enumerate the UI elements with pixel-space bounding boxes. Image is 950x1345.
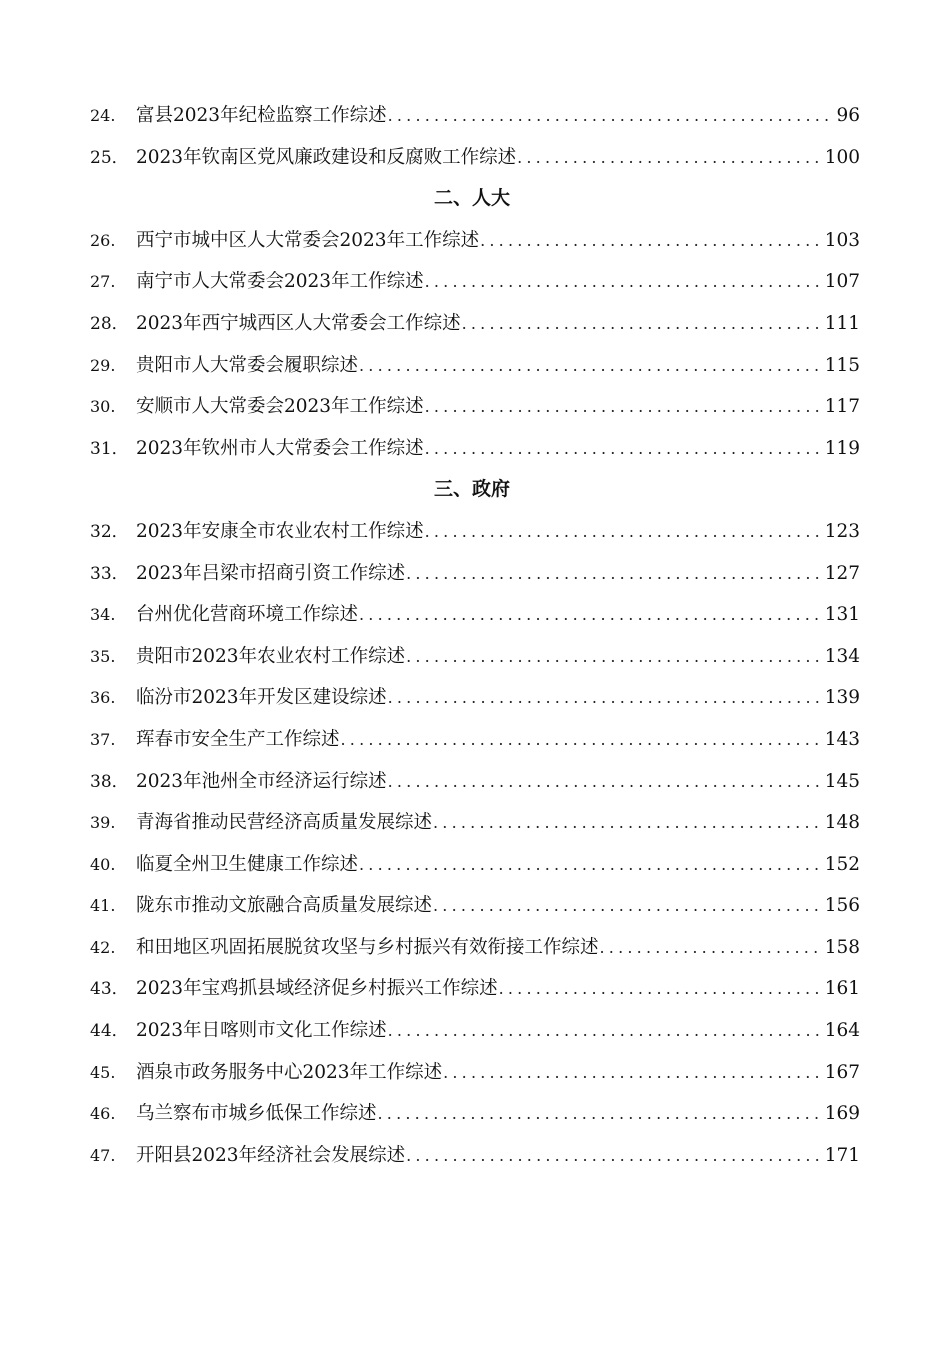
dot-leader xyxy=(424,386,823,428)
toc-entry-34[interactable] xyxy=(90,594,860,636)
entry-number: 41. xyxy=(90,896,116,916)
toc-entry-36[interactable] xyxy=(90,677,860,719)
toc-entry-33[interactable] xyxy=(90,553,860,595)
entry-number: 29. xyxy=(90,355,116,375)
toc-entry-37[interactable] xyxy=(90,719,860,761)
dot-leader xyxy=(405,553,823,595)
toc-entry-46[interactable] xyxy=(90,1093,860,1135)
dot-leader xyxy=(498,968,823,1010)
entry-number: 26. xyxy=(90,230,116,250)
entry-page-number: 156 xyxy=(824,895,860,917)
entry-number: 28． xyxy=(90,313,129,334)
toc-entry-42[interactable] xyxy=(90,927,860,969)
toc-entry-28[interactable] xyxy=(90,303,860,345)
entry-number: 42. xyxy=(90,937,116,957)
entry-page-number: 148 xyxy=(824,812,860,834)
dot-leader xyxy=(424,511,823,553)
entry-title: 富县2023年纪检监察工作综述 xyxy=(136,105,387,126)
entry-number: 45. xyxy=(90,1062,116,1082)
dot-leader xyxy=(424,261,823,303)
entry-title: 台州优化营商环境工作综述 xyxy=(136,604,359,626)
entry-page-number: 164 xyxy=(824,1020,860,1042)
dot-leader xyxy=(358,844,823,886)
entry-title: 和田地区巩固拓展脱贫攻坚与乡村振兴有效衔接工作综述 xyxy=(136,936,599,958)
section-heading-renda: 二、人大 xyxy=(433,187,510,210)
entry-page-number: 115 xyxy=(824,354,860,376)
entry-page-number: 169 xyxy=(824,1103,860,1125)
entry-title: 安顺市人大常委会2023年工作综述 xyxy=(136,396,424,418)
entry-number: 39. xyxy=(90,813,116,833)
entry-page-number: 171 xyxy=(824,1144,860,1166)
entry-title: 西宁市城中区人大常委会2023年工作综述 xyxy=(136,229,480,251)
toc-entry-24[interactable] xyxy=(90,95,860,137)
entry-title: 贵阳市人大常委会履职综述 xyxy=(136,354,359,376)
entry-page-number: 107 xyxy=(824,271,860,293)
entry-title: 2023年池州全市经济运行综述 xyxy=(136,770,387,792)
dot-leader xyxy=(405,636,823,678)
dot-leader xyxy=(432,802,823,844)
dot-leader xyxy=(358,345,823,387)
entry-page-number: 134 xyxy=(824,645,860,667)
toc-entry-35[interactable] xyxy=(90,636,860,678)
entry-title: 青海省推动民营经济高质量发展综述 xyxy=(136,812,433,834)
entry-page-number: 139 xyxy=(824,687,860,709)
entry-number: 38． xyxy=(90,771,129,792)
entry-title: 开阳县2023年经济社会发展综述 xyxy=(136,1144,406,1166)
dot-leader xyxy=(377,1093,823,1135)
entry-number: 33． xyxy=(90,563,129,584)
entry-number: 43． xyxy=(90,979,129,1000)
entry-number: 37. xyxy=(90,729,116,749)
dot-leader xyxy=(479,220,823,262)
toc-entry-29[interactable] xyxy=(90,345,860,387)
dot-leader xyxy=(387,761,823,803)
toc-entry-43[interactable] xyxy=(90,968,860,1010)
toc-entry-47[interactable] xyxy=(90,1135,860,1177)
dot-leader xyxy=(405,1135,823,1177)
dot-leader xyxy=(387,677,823,719)
entry-page-number: 158 xyxy=(824,936,860,958)
entry-page-number: 167 xyxy=(824,1061,860,1083)
toc-entry-38[interactable] xyxy=(90,761,860,803)
entry-title: 南宁市人大常委会2023年工作综述 xyxy=(136,271,424,293)
entry-title: 珲春市安全生产工作综述 xyxy=(136,728,340,750)
entry-page-number: 117 xyxy=(824,396,860,418)
entry-title: 2023年吕梁市招商引资工作综述 xyxy=(136,562,406,584)
entry-number: 47. xyxy=(90,1145,116,1165)
entry-page-number: 127 xyxy=(824,562,860,584)
dot-leader xyxy=(599,927,823,969)
table-of-contents xyxy=(90,95,860,1176)
toc-entry-44[interactable] xyxy=(90,1010,860,1052)
entry-title: 2023年日喀则市文化工作综述 xyxy=(136,1020,387,1042)
entry-page-number: 161 xyxy=(824,978,860,1000)
entry-number: 32． xyxy=(90,521,129,542)
entry-page-number: 131 xyxy=(824,604,860,626)
entry-title: 乌兰察布市城乡低保工作综述 xyxy=(136,1103,377,1125)
toc-entry-30[interactable] xyxy=(90,386,860,428)
entry-number: 40. xyxy=(90,854,116,874)
entry-page-number: 111 xyxy=(824,312,860,334)
entry-page-number: 103 xyxy=(824,229,860,251)
entry-page-number: 152 xyxy=(824,853,860,875)
toc-entry-40[interactable] xyxy=(90,844,860,886)
entry-number: 25． xyxy=(90,147,129,168)
dot-leader xyxy=(358,594,823,636)
entry-page-number: 145 xyxy=(824,770,860,792)
toc-entry-27[interactable] xyxy=(90,261,860,303)
entry-title: 2023年安康全市农业农村工作综述 xyxy=(136,520,424,542)
entry-title: 酒泉市政务服务中心2023年工作综述 xyxy=(136,1061,443,1083)
dot-leader xyxy=(387,1010,823,1052)
entry-number: 46. xyxy=(90,1104,116,1124)
toc-entry-31[interactable] xyxy=(90,428,860,470)
entry-title: 临汾市2023年开发区建设综述 xyxy=(136,687,387,709)
entry-page-number: 119 xyxy=(824,437,860,459)
entry-number: 31． xyxy=(90,438,129,459)
section-heading-zhengfu: 三、政府 xyxy=(433,478,510,501)
entry-number: 27. xyxy=(90,272,116,292)
dot-leader xyxy=(516,137,823,179)
entry-page-number: 123 xyxy=(824,520,860,542)
entry-title: 2023年西宁城西区人大常委会工作综述 xyxy=(136,312,461,334)
entry-title: 2023年钦南区党风廉政建设和反腐败工作综述 xyxy=(136,146,517,168)
entry-number: 30. xyxy=(90,397,116,417)
entry-number: 44． xyxy=(90,1021,129,1042)
toc-entry-32[interactable] xyxy=(90,511,860,553)
dot-leader xyxy=(340,719,823,761)
dot-leader xyxy=(387,95,835,137)
entry-title: 2023年钦州市人大常委会工作综述 xyxy=(136,437,424,459)
entry-number: 35. xyxy=(90,646,116,666)
toc-entry-45[interactable] xyxy=(90,1052,860,1094)
toc-entry-25[interactable] xyxy=(90,137,860,179)
toc-entry-41[interactable] xyxy=(90,885,860,927)
dot-leader xyxy=(461,303,823,345)
entry-title: 陇东市推动文旅融合高质量发展综述 xyxy=(136,895,433,917)
entry-number: 36. xyxy=(90,688,116,708)
entry-number: 24. xyxy=(90,106,116,125)
toc-entry-39[interactable] xyxy=(90,802,860,844)
dot-leader xyxy=(432,885,823,927)
entry-page-number: 100 xyxy=(824,146,860,168)
entry-title: 贵阳市2023年农业农村工作综述 xyxy=(136,645,406,667)
dot-leader xyxy=(424,428,823,470)
entry-title: 2023年宝鸡抓县域经济促乡村振兴工作综述 xyxy=(136,978,498,1000)
entry-page-number: 96 xyxy=(836,105,860,126)
dot-leader xyxy=(442,1052,823,1094)
toc-entry-26[interactable] xyxy=(90,220,860,262)
entry-number: 34. xyxy=(90,605,116,625)
entry-title: 临夏全州卫生健康工作综述 xyxy=(136,853,359,875)
entry-page-number: 143 xyxy=(824,728,860,750)
